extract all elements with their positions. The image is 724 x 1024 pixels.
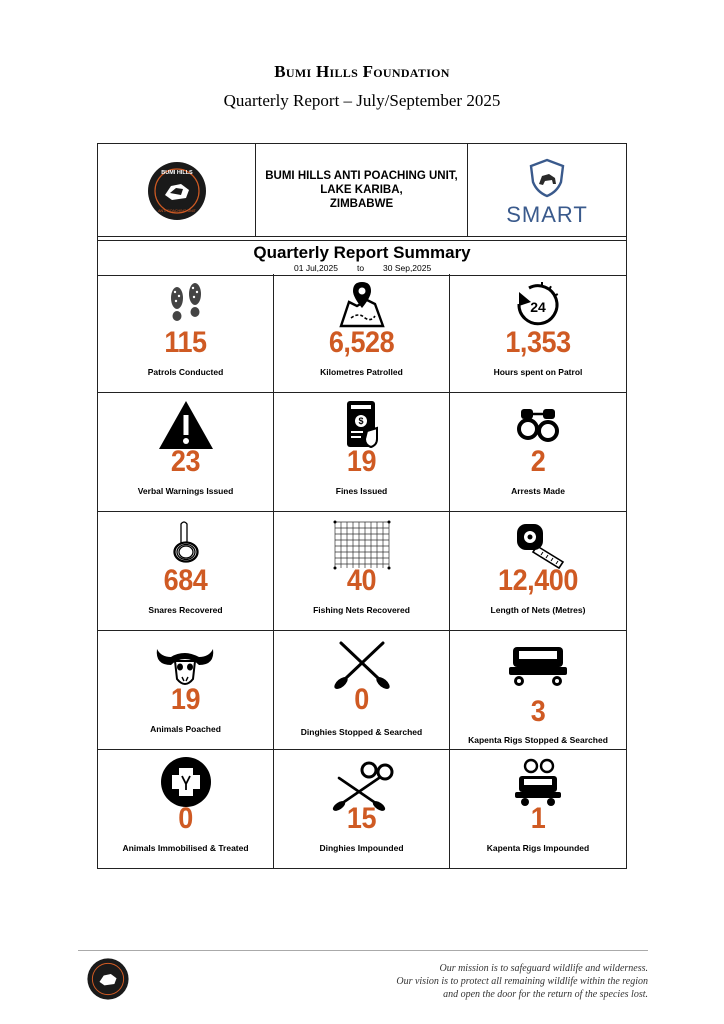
stat-card [450,512,626,631]
stat-label: Animals Immobilised & Treated [122,843,249,853]
footer-line-1: Our mission is to safeguard wildlife and wilderness. [439,963,648,974]
stat-card [450,631,626,750]
stat-value: 3 [530,695,546,728]
stat-value: 15 [346,802,377,835]
unit-name-cell [256,144,468,236]
stat-card [274,750,450,869]
summary-frame [97,143,627,869]
stat-value: 19 [346,445,377,478]
stat-card [98,393,274,512]
stat-card [98,750,274,869]
footer-mission [396,962,648,1001]
stat-value: 0 [178,802,193,835]
stat-card [274,631,450,750]
stat-label: Fines Issued [335,486,388,496]
smart-label: SMART [506,202,588,227]
stat-value: 40 [346,564,377,597]
stat-card [98,274,274,393]
footer-line-3: and open the door for the return of the species lost. [443,989,648,1000]
stat-value: 1 [530,802,546,835]
date-to: 30 Sep,2025 [383,263,432,273]
stat-card [98,512,274,631]
stat-value: 23 [170,445,201,478]
stat-card [274,512,450,631]
stat-value: 19 [170,683,201,716]
apu-logo-cell [98,144,256,236]
stat-value: 12,400 [498,564,578,597]
stat-card [274,393,450,512]
stat-value: 1,353 [505,326,571,359]
logo-text-bottom: ANTI POACHING UNIT [158,209,196,213]
footer-line-2: Our vision is to protect all remaining wildlife within the region [396,976,648,987]
unit-header-row [98,144,626,237]
stat-label: Snares Recovered [148,605,223,615]
stat-label: Arrests Made [511,486,565,496]
stat-card [98,631,274,750]
report-heading: Bumi Hills Foundation [274,62,450,81]
stat-label: Patrols Conducted [147,367,224,377]
stat-label: Verbal Warnings Issued [137,486,234,496]
stat-value: 115 [164,326,207,359]
apu-logo-icon [146,160,208,222]
svg-text:24: 24 [530,299,546,315]
logo-text-top: BUMI HILLS [161,170,193,176]
kapenta-rig-icon [503,635,573,693]
summary-title: Quarterly Report Summary [253,243,471,262]
date-from: 01 Jul,2025 [294,263,338,273]
stat-value: 6,528 [328,326,395,359]
stat-label: Animals Poached [150,724,221,734]
stat-value: 684 [163,564,208,597]
stat-label: Kapenta Rigs Stopped & Searched [468,735,608,745]
svg-text:$: $ [357,416,364,426]
stat-value: 2 [530,445,546,478]
stat-value: 0 [354,683,369,716]
stat-label: Kapenta Rigs Impounded [486,843,590,853]
stat-label: Length of Nets (Metres) [490,605,586,615]
stat-label: Dinghies Impounded [319,843,404,853]
report-subheading: Quarterly Report – July/September 2025 [223,91,501,110]
unit-line-2: LAKE KARIBA, [320,184,403,196]
smart-shield-icon [527,158,567,198]
footer-divider [78,950,648,951]
summary-band [98,240,626,276]
stat-label: Hours spent on Patrol [493,367,583,377]
footer-apu-logo-icon [86,957,130,1001]
stat-card [450,750,626,869]
stat-card [450,274,626,393]
unit-line-3: ZIMBABWE [329,198,394,210]
stat-label: Dinghies Stopped & Searched [300,727,423,737]
unit-line-1: BUMI HILLS ANTI POACHING UNIT, [265,170,458,182]
stat-label: Kilometres Patrolled [320,367,403,377]
date-to-word: to [357,263,365,273]
stat-card [274,274,450,393]
stat-label: Fishing Nets Recovered [313,605,410,615]
smart-logo-cell [468,144,626,236]
stat-card [450,393,626,512]
